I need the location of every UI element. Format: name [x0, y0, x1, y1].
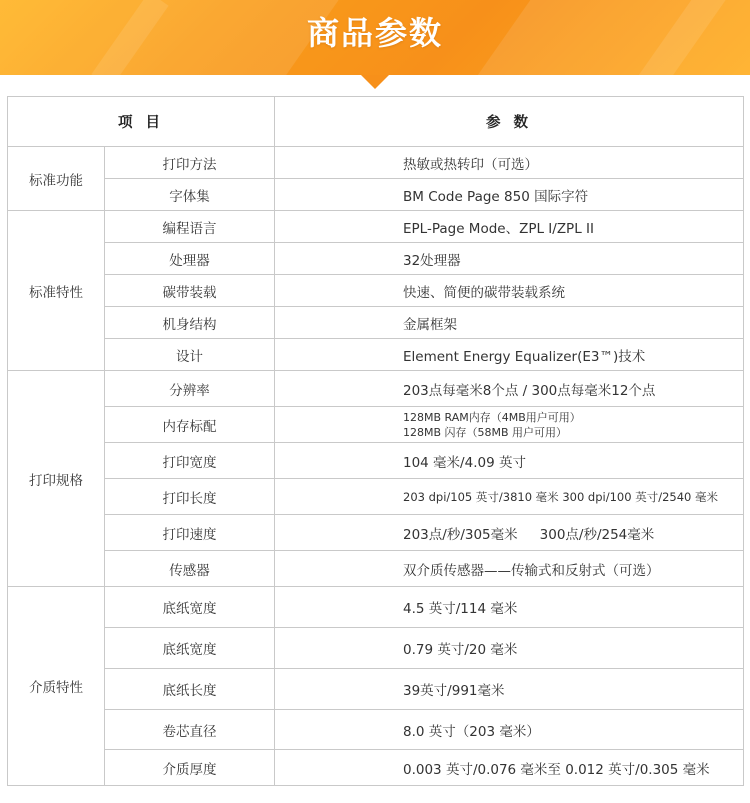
table-header-row — [8, 97, 744, 147]
header-banner — [0, 0, 750, 75]
speed-value — [275, 515, 744, 551]
item-label: 打印长度 — [105, 479, 275, 515]
table-row — [8, 407, 744, 443]
table-row — [8, 147, 744, 179]
item-value: Element Energy Equalizer(E3™)技术 — [275, 339, 744, 371]
banner-pointer-icon — [361, 75, 389, 89]
item-value: 4.5 英寸/114 毫米 — [275, 587, 744, 628]
item-label: 卷芯直径 — [105, 710, 275, 750]
memory-flash-line: 128MB 闪存（58MB 用户可用） — [403, 425, 568, 439]
item-label: 传感器 — [105, 551, 275, 587]
spec-table — [7, 96, 744, 786]
item-label: 底纸长度 — [105, 669, 275, 710]
table-row — [8, 479, 744, 515]
item-value: 39英寸/991毫米 — [275, 669, 744, 710]
item-value: 203点每毫米8个点 / 300点每毫米12个点 — [275, 371, 744, 407]
table-row — [8, 669, 744, 710]
table-row — [8, 750, 744, 786]
item-value: 104 毫米/4.09 英寸 — [275, 443, 744, 479]
header-item: 项 目 — [8, 97, 275, 147]
table-row — [8, 551, 744, 587]
item-label: 打印宽度 — [105, 443, 275, 479]
item-value: 32处理器 — [275, 243, 744, 275]
category-label: 介质特性 — [8, 587, 105, 786]
memory-ram-line: 128MB RAM内存（4MB用户可用） — [403, 410, 581, 424]
table-row — [8, 339, 744, 371]
category-label: 打印规格 — [8, 371, 105, 587]
item-value: 金属框架 — [275, 307, 744, 339]
speed-value-203: 203点/秒/305毫米 — [403, 526, 518, 543]
table-row — [8, 371, 744, 407]
speed-value-300: 300点/秒/254毫米 — [539, 526, 655, 543]
item-value: 0.79 英寸/20 毫米 — [275, 628, 744, 669]
table-row — [8, 243, 744, 275]
category-label: 标准功能 — [8, 147, 105, 211]
item-label: 打印方法 — [105, 147, 275, 179]
category-label: 标准特性 — [8, 211, 105, 371]
item-value: 双介质传感器——传输式和反射式（可选） — [275, 551, 744, 587]
item-label: 底纸宽度 — [105, 587, 275, 628]
item-value: 快速、简便的碳带装载系统 — [275, 275, 744, 307]
table-row — [8, 710, 744, 750]
item-value: BM Code Page 850 国际字符 — [275, 179, 744, 211]
item-value: 0.003 英寸/0.076 毫米至 0.012 英寸/0.305 毫米 — [275, 750, 744, 786]
table-row — [8, 307, 744, 339]
table-row — [8, 179, 744, 211]
item-label: 设计 — [105, 339, 275, 371]
item-label: 处理器 — [105, 243, 275, 275]
item-label: 介质厚度 — [105, 750, 275, 786]
table-row — [8, 443, 744, 479]
item-label: 碳带装载 — [105, 275, 275, 307]
memory-value — [275, 407, 744, 443]
item-value: EPL-Page Mode、ZPL I/ZPL II — [275, 211, 744, 243]
banner-title: 商品参数 — [306, 14, 443, 52]
table-row — [8, 211, 744, 243]
table-row — [8, 275, 744, 307]
item-label: 打印速度 — [105, 515, 275, 551]
item-label: 底纸宽度 — [105, 628, 275, 669]
item-label: 分辨率 — [105, 371, 275, 407]
item-label: 内存标配 — [105, 407, 275, 443]
table-row — [8, 587, 744, 628]
item-value: 203 dpi/105 英寸/3810 毫米 300 dpi/100 英寸/2540 毫米 — [275, 479, 744, 515]
item-label: 机身结构 — [105, 307, 275, 339]
table-row — [8, 628, 744, 669]
item-value: 热敏或热转印（可选） — [275, 147, 744, 179]
item-label: 字体集 — [105, 179, 275, 211]
table-row — [8, 515, 744, 551]
header-param: 参 数 — [275, 97, 744, 147]
item-label: 编程语言 — [105, 211, 275, 243]
item-value: 8.0 英寸（203 毫米） — [275, 710, 744, 750]
